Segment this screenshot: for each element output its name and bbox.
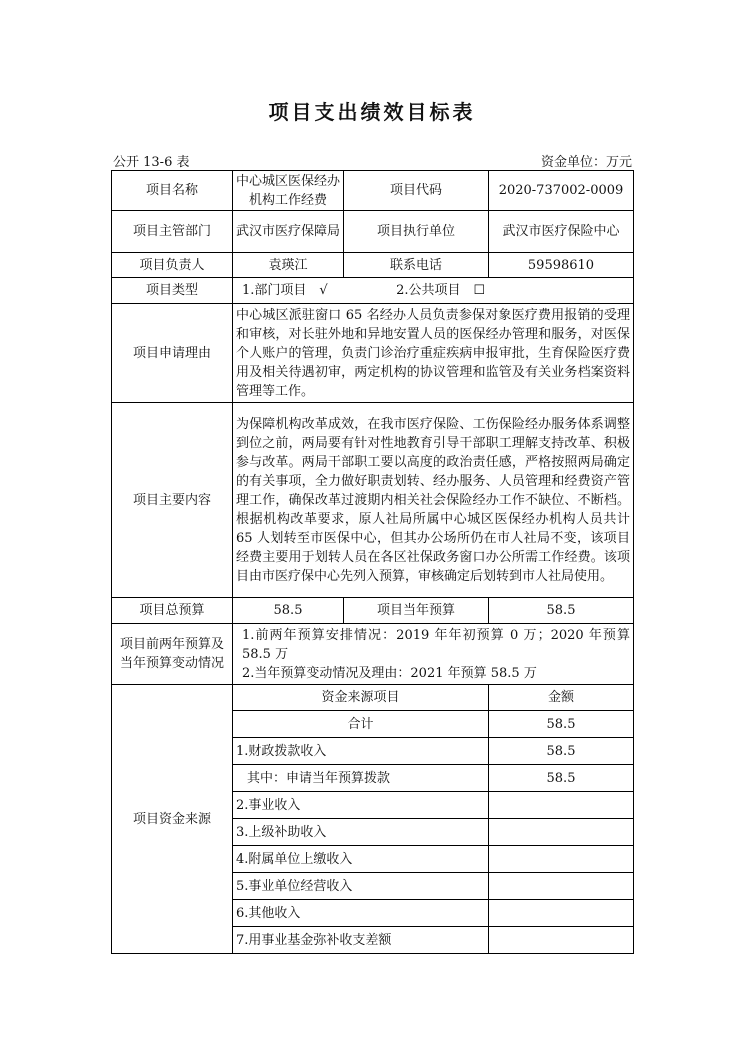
total-budget-value: 58.5: [233, 598, 344, 624]
leader-value: 袁瑛江: [233, 253, 344, 278]
table-row: [112, 598, 634, 624]
performance-target-table: [111, 170, 634, 954]
fund-source-item: 其中：申请当年预算拨款: [233, 765, 489, 792]
project-code-value: 2020-737002-0009: [489, 171, 634, 211]
fund-source-item: 6.其他收入: [233, 900, 489, 927]
fund-source-item: 3.上级补助收入: [233, 819, 489, 846]
budget-change-label: 项目前两年预算及当年预算变动情况: [112, 624, 233, 685]
budget-change-value: [233, 624, 634, 685]
fund-source-header-item: 资金来源项目: [233, 685, 489, 711]
project-code-label: 项目代码: [344, 171, 489, 211]
total-budget-label: 项目总预算: [112, 598, 233, 624]
fund-source-amount: [489, 846, 634, 873]
project-name-label: 项目名称: [112, 171, 233, 211]
fund-source-item: 4.附属单位上缴收入: [233, 846, 489, 873]
fund-source-amount: [489, 792, 634, 819]
fund-source-item: 7.用事业基金弥补收支差额: [233, 927, 489, 954]
fund-source-header-amount: 金额: [489, 685, 634, 711]
phone-value: 59598610: [489, 253, 634, 278]
reason-label: 项目申请理由: [112, 304, 233, 403]
fund-source-label: 项目资金来源: [112, 685, 233, 954]
fund-source-amount: 58.5: [489, 711, 634, 738]
table-row: [112, 624, 634, 685]
currency-unit: 资金单位：万元: [540, 155, 632, 170]
form-number: 公开 13-6 表: [113, 155, 190, 170]
phone-label: 联系电话: [344, 253, 489, 278]
page-title: 项目支出绩效目标表: [268, 100, 476, 124]
fund-source-amount: [489, 927, 634, 954]
fund-source-amount: [489, 900, 634, 927]
table-row: [112, 253, 634, 278]
table-row: [112, 171, 634, 211]
fund-source-item: 1.财政拨款收入: [233, 738, 489, 765]
fund-source-amount: 58.5: [489, 765, 634, 792]
fund-source-item: 2.事业收入: [233, 792, 489, 819]
type-option-dept: 1.部门项目 √: [242, 283, 328, 298]
table-row: [112, 278, 634, 304]
fund-source-amount: [489, 873, 634, 900]
fund-source-item: 合计: [233, 711, 489, 738]
reason-value: 中心城区派驻窗口 65 名经办人员负责参保对象医疗费用报销的受理和审核，对长驻外地和异地安置人员的医保经办管理和服务，对医保个人账户的管理，负责门诊治疗重症疾病申报审批，生育保险医疗费用及相关待遇初审，两定机构的协议管理和监管及有关业务档案资料管理等工作。: [233, 304, 634, 403]
exec-unit-label: 项目执行单位: [344, 211, 489, 253]
fund-source-amount: [489, 819, 634, 846]
leader-label: 项目负责人: [112, 253, 233, 278]
project-name-value: 中心城区医保经办机构工作经费: [233, 171, 344, 211]
exec-unit-value: 武汉市医疗保险中心: [489, 211, 634, 253]
dept-label: 项目主管部门: [112, 211, 233, 253]
dept-value: 武汉市医疗保障局: [233, 211, 344, 253]
fund-source-item: 5.事业单位经营收入: [233, 873, 489, 900]
table-row: [112, 685, 634, 711]
content-label: 项目主要内容: [112, 403, 233, 598]
content-value: 为保障机构改革成效，在我市医疗保险、工伤保险经办服务体系调整到位之前，两局要有针对性地教育引导干部职工理解支持改革、积极参与改革。两局干部职工要以高度的政治责任感，严格按照两局确定的有关事项，全力做好职责划转、经办服务、人员管理和经费资产管理工作，确保改革过渡期内相关社会保险经办工作不缺位、不断档。根据机构改革要求，原人社局所属中心城区医保经办机构人员共计 65 人划转至市医保中心，但其办公场所仍在市人社局不变，该项目经费主要用于划转人员在各区社保政务窗口办公所需工作经费。该项目由市医疗保中心先列入预算，审核确定后划转到市人社局使用。: [233, 403, 634, 598]
type-options: [233, 278, 634, 304]
budget-change-line-2: 2.当年预算变动情况及理由：2021 年预算 58.5 万: [242, 665, 537, 681]
year-budget-value: 58.5: [489, 598, 634, 624]
fund-source-amount: 58.5: [489, 738, 634, 765]
table-row: [112, 304, 634, 403]
budget-change-line-1: 1.前两年预算安排情况：2019 年年初预算 0 万；2020 年预算 58.5 万: [242, 627, 630, 662]
type-option-public: 2.公共项目 ☐: [396, 283, 486, 298]
table-row: [112, 403, 634, 598]
year-budget-label: 项目当年预算: [344, 598, 489, 624]
table-row: [112, 211, 634, 253]
type-label: 项目类型: [112, 278, 233, 304]
